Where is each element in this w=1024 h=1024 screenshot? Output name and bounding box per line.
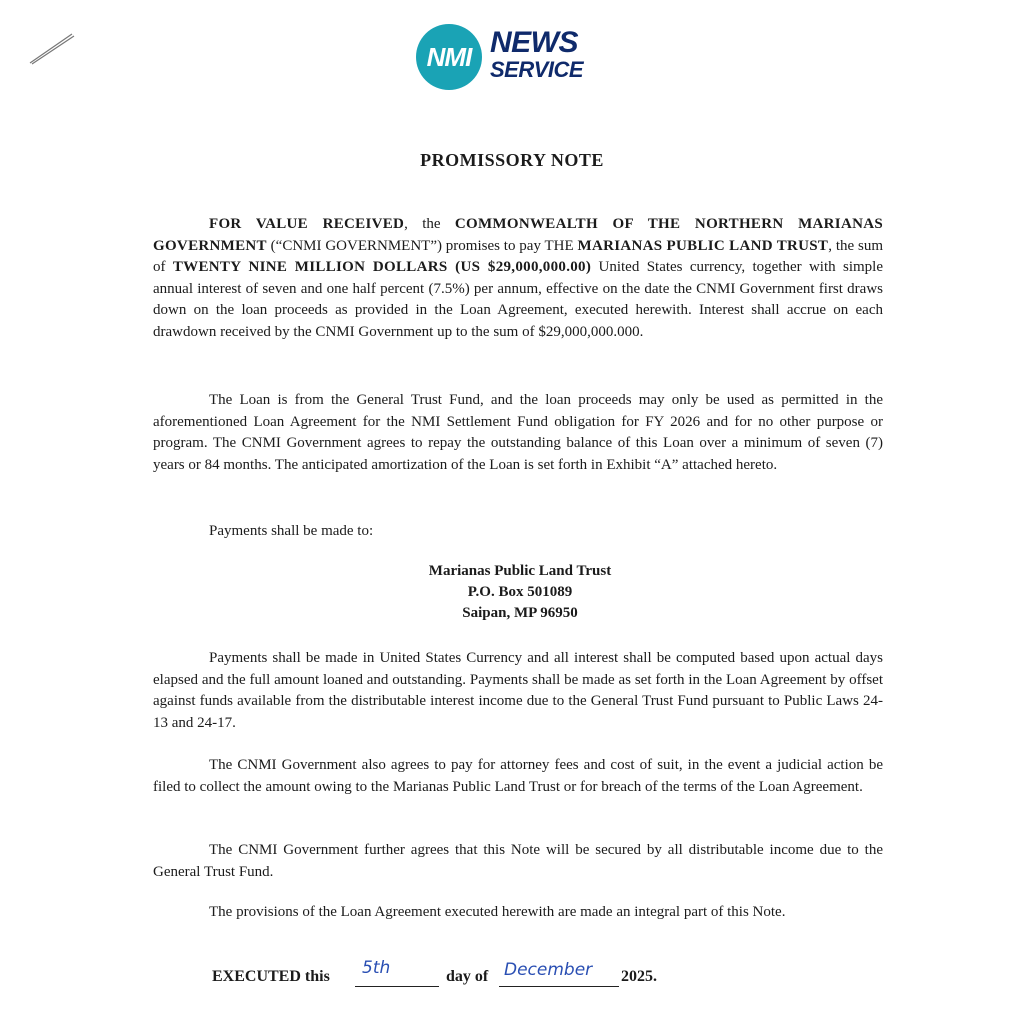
paragraph-loan-purpose xyxy=(153,390,883,476)
document-title: PROMISSORY NOTE xyxy=(420,150,604,170)
day-of-label: day of xyxy=(446,968,489,985)
handwritten-day: 5th xyxy=(362,958,391,978)
paragraph-attorney-fees xyxy=(153,755,883,798)
paragraph-payment-terms xyxy=(153,648,883,734)
payee-address xyxy=(0,561,1024,624)
logo-word-news: NEWS xyxy=(490,26,578,59)
paragraph-text: The provisions of the Loan Agreement executed herewith are made an integral part of this Note. xyxy=(209,904,786,920)
text-run: (“CNMI GOVERNMENT”) promises to pay THE xyxy=(266,237,578,254)
trust-name: MARIANAS PUBLIC LAND TRUST xyxy=(577,237,829,254)
handwritten-month: December xyxy=(504,960,593,980)
loan-sum: TWENTY NINE MILLION DOLLARS (US $29,000,000.00) xyxy=(172,259,592,275)
address-line-3: Saipan, MP 96950 xyxy=(462,605,578,621)
text-run: , the sum of xyxy=(153,237,883,275)
paragraph-value-received xyxy=(153,214,883,343)
paragraph-payments-to xyxy=(153,521,883,543)
paragraph-security xyxy=(153,840,883,883)
nmi-news-service-logo xyxy=(416,24,616,90)
text-run: United States currency, together with simple annual interest of seven and one half percent (7.5%) per annum, effective on the date the CNMI Government first draws down on the loan proceeds as provided in the Loan Agreement, executed herewith. Interest shall accrue on each drawdown received by the CNMI Government up to the sum of $29,000,000.000. xyxy=(153,259,883,340)
paragraph-text: Payments shall be made in United States Currency and all interest shall be computed based upon actual days elapsed and the full amount loaned and outstanding. Payments shall be made as set forth in the Loan Agreement by offset against funds available from the distributable interest income due to the General Trust Fund pursuant to Public Laws 24-13 and 24-17. xyxy=(153,650,883,731)
government-name: COMMONWEALTH OF THE NORTHERN MARIANAS GOVERNMENT xyxy=(153,216,883,254)
month-blank-line xyxy=(499,986,619,987)
text-run: , the xyxy=(404,216,455,232)
paragraph-integral-part xyxy=(153,902,883,924)
logo-badge: NMI xyxy=(416,24,482,90)
address-line-1: Marianas Public Land Trust xyxy=(428,563,612,579)
lead-phrase: FOR VALUE RECEIVED xyxy=(209,216,405,232)
paragraph-text: The CNMI Government also agrees to pay for attorney fees and cost of suit, in the event a judicial action be filed to collect the amount owing to the Marianas Public Land Trust or for breach of the terms of the Loan Agreement. xyxy=(153,757,883,795)
executed-label: EXECUTED this xyxy=(212,968,330,985)
year-label: 2025. xyxy=(621,968,657,985)
address-line-2: P.O. Box 501089 xyxy=(467,584,573,600)
paragraph-text: The Loan is from the General Trust Fund, and the loan proceeds may only be used as permitted in the aforementioned Loan Agreement for the NMI Settlement Fund obligation for FY 2026 and for no other purpose or program. The CNMI Government agrees to repay the outstanding balance of this Loan over a minimum of seven (7) years or 84 months. The anticipated amortization of the Loan is set forth in Exhibit “A” attached hereto. xyxy=(153,392,883,473)
paragraph-text: The CNMI Government further agrees that this Note will be secured by all distributable income due to the General Trust Fund. xyxy=(153,842,883,880)
execution-line xyxy=(212,960,912,1000)
pen-scribble-mark xyxy=(28,30,78,66)
day-blank-line xyxy=(355,986,439,987)
paragraph-text: Payments shall be made to: xyxy=(209,523,374,539)
logo-word-service: SERVICE xyxy=(490,57,584,82)
